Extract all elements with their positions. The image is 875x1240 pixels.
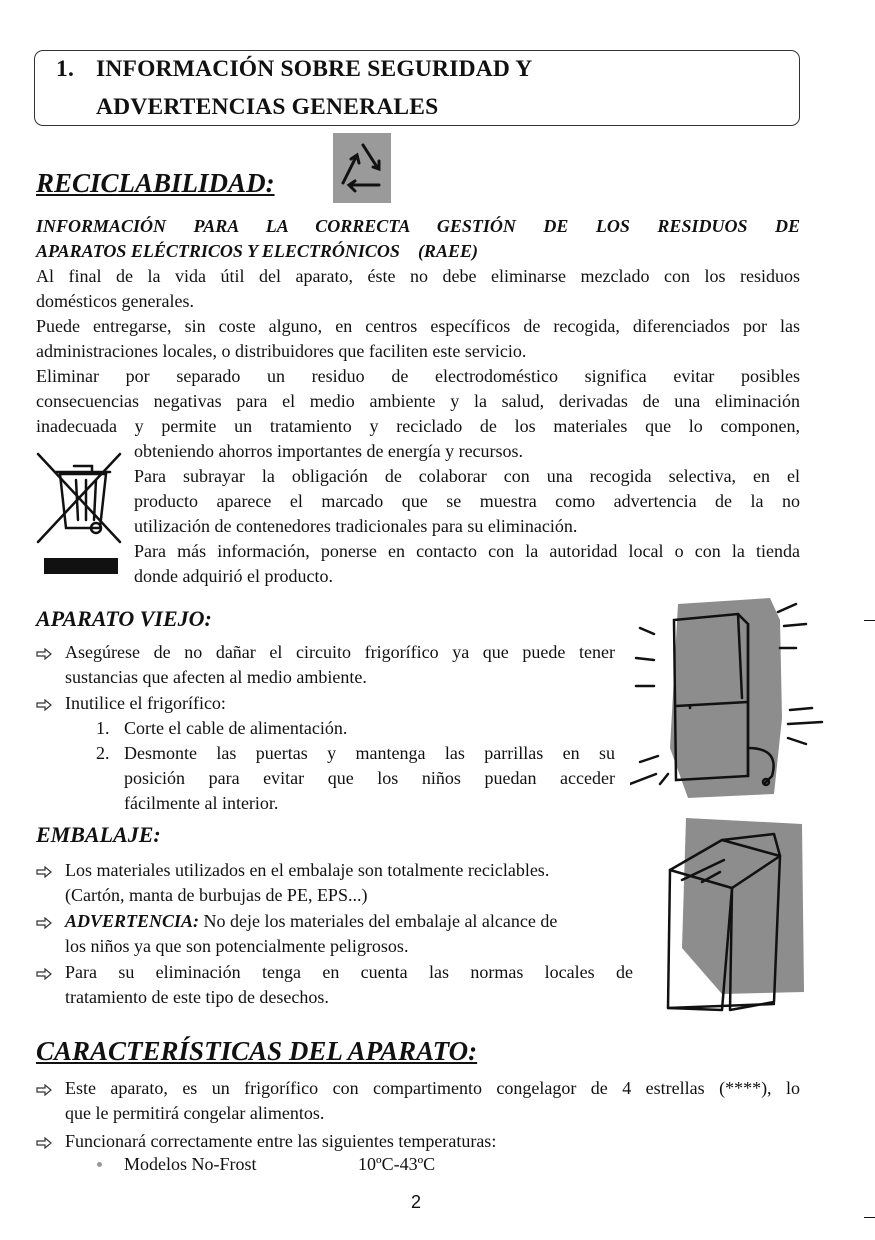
arrow-bullet-icon: [36, 866, 52, 878]
packaging-bullet-line: los niños ya que son potencialmente peligrosos.: [65, 936, 409, 956]
packaging-warning-line: [65, 909, 557, 934]
step-number: 1.: [96, 718, 110, 738]
section-title-line-1: INFORMACIÓN SOBRE SEGURIDAD Y: [96, 56, 533, 82]
old-appliance-bullet-line: sustancias que afecten al medio ambiente.: [65, 667, 367, 687]
recycling-text-line: administraciones locales, o distribuidores que faciliten este servicio.: [36, 341, 527, 361]
recycling-text-line: Para más información, ponerse en contacto con la autoridad local o con la tienda: [134, 541, 800, 561]
model-label: Modelos No-Frost: [124, 1154, 257, 1174]
crop-mark: [864, 1217, 875, 1218]
packaging-bullet-line: Para su eliminación tenga en cuenta las normas locales de: [65, 962, 633, 982]
recycling-text-line: consecuencias negativas para el medio ambiente y la salud, derivadas de una eliminación: [36, 391, 800, 411]
warning-text: No deje los materiales del embalaje al alcance de: [199, 911, 558, 931]
old-appliance-bullet-line: Inutilice el frigorífico:: [65, 693, 226, 713]
packaging-bullet-line: Los materiales utilizados en el embalaje son totalmente reciclables.: [65, 860, 550, 880]
warning-label: ADVERTENCIA:: [65, 911, 200, 931]
step-text: posición para evitar que los niños puedan acceder: [124, 768, 615, 788]
packaging-heading: EMBALAJE:: [36, 822, 161, 847]
old-appliance-bullet-line: Asegúrese de no dañar el circuito frigorífico ya que puede tener: [65, 642, 615, 662]
packaging-box-illustration: [662, 816, 806, 1016]
arrow-bullet-icon: [36, 1084, 52, 1096]
step-text: fácilmente al interior.: [124, 793, 279, 813]
step-text: Corte el cable de alimentación.: [124, 718, 348, 738]
arrow-bullet-icon: [36, 699, 52, 711]
arrow-bullet-icon: [36, 968, 52, 980]
old-fridge-illustration: [630, 598, 828, 808]
features-bullet-line: que le permitirá congelar alimentos.: [65, 1103, 325, 1123]
weee-crossed-bin-icon: [36, 450, 122, 578]
crop-mark: [864, 620, 875, 621]
recycling-text-line: domésticos generales.: [36, 291, 194, 311]
recycling-text-line: Puede entregarse, sin coste alguno, en centros específicos de recogida, diferenciados por las: [36, 316, 800, 336]
features-heading: CARACTERÍSTICAS DEL APARATO:: [36, 1036, 478, 1066]
recycling-subheading-line-2: APARATOS ELÉCTRICOS Y ELECTRÓNICOS (RAEE): [36, 241, 478, 261]
recycling-heading: RECICLABILIDAD:: [36, 168, 275, 198]
section-title-line-2: ADVERTENCIAS GENERALES: [96, 94, 439, 120]
recycling-subheading-line-1: INFORMACIÓN PARA LA CORRECTA GESTIÓN DE LOS RESIDUOS DE: [36, 216, 800, 236]
arrow-bullet-icon: [36, 1137, 52, 1149]
recycling-text-line: Al final de la vida útil del aparato, éste no debe eliminarse mezclado con los residuos: [36, 266, 800, 286]
step-number: 2.: [96, 743, 110, 763]
recycling-text-line: donde adquirió el producto.: [134, 566, 333, 586]
page-number: 2: [411, 1192, 422, 1212]
section-number: 1.: [56, 56, 75, 82]
old-appliance-heading: APARATO VIEJO:: [36, 606, 212, 631]
recycling-text-line: producto aparece el marcado que se muestra como advertencia de la no: [134, 491, 800, 511]
arrow-bullet-icon: [36, 917, 52, 929]
features-bullet-line: Este aparato, es un frigorífico con compartimento congelagor de 4 estrellas (****), lo: [65, 1078, 800, 1098]
dot-bullet-icon: [97, 1162, 102, 1167]
model-temperature-range: 10ºC-43ºC: [358, 1154, 436, 1174]
packaging-bullet-line: (Cartón, manta de burbujas de PE, EPS...): [65, 885, 368, 905]
arrow-bullet-icon: [36, 648, 52, 660]
features-bullet-line: Funcionará correctamente entre las siguientes temperaturas:: [65, 1131, 497, 1151]
packaging-bullet-line: tratamiento de este tipo de desechos.: [65, 987, 329, 1007]
recycling-text-line: inadecuada y permite un tratamiento y reciclado de los materiales que lo componen,: [36, 416, 800, 436]
recycling-text-line: obteniendo ahorros importantes de energía y recursos.: [134, 441, 524, 461]
step-text: Desmonte las puertas y mantenga las parrillas en su: [124, 743, 615, 763]
recycling-text-line: utilización de contenedores tradicionales para su eliminación.: [134, 516, 578, 536]
recycling-text-line: Eliminar por separado un residuo de electrodoméstico significa evitar posibles: [36, 366, 800, 386]
recycling-icon: [333, 133, 391, 203]
recycling-text-line: Para subrayar la obligación de colaborar con una recogida selectiva, en el: [134, 466, 800, 486]
